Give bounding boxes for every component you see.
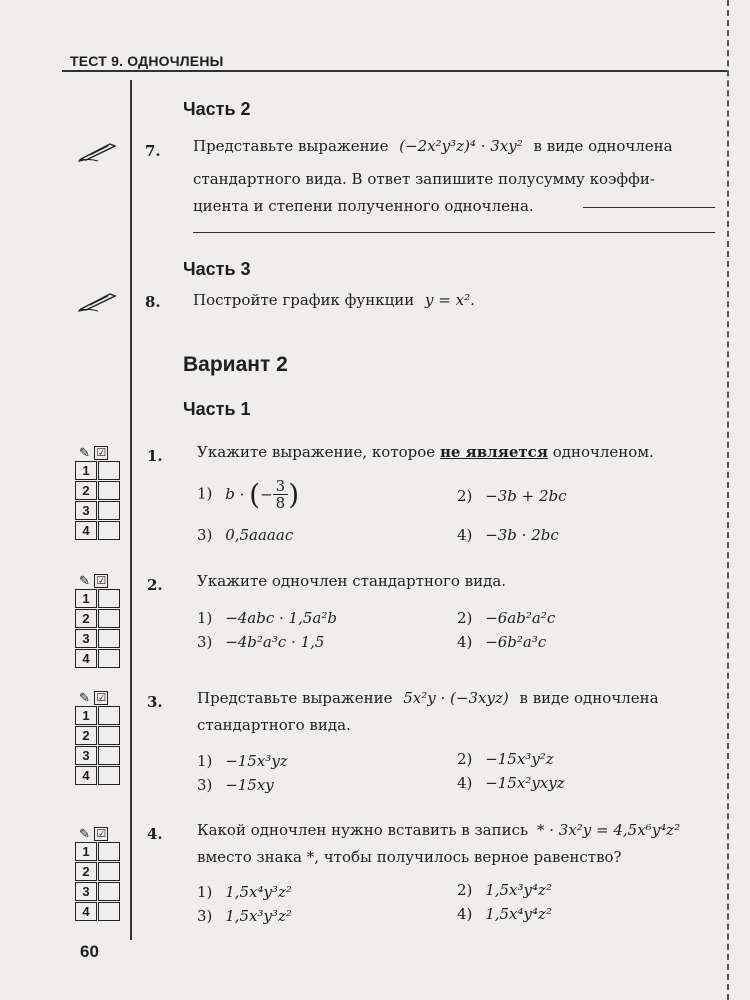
- check-header: [79, 690, 125, 706]
- question-1-tail: одночленом.: [552, 443, 654, 461]
- option-value: −15x²yxyz: [485, 774, 565, 792]
- option-value: −6ab²a²c: [485, 609, 556, 627]
- choice-label: 4: [75, 902, 97, 921]
- option-value: −3b · 2bc: [485, 526, 559, 544]
- checkmark-icon: ☑: [94, 691, 108, 705]
- option-4[interactable]: [457, 905, 552, 923]
- choice-label: 1: [75, 589, 97, 608]
- choice-label: 2: [75, 862, 97, 881]
- question-1-text: [197, 439, 654, 466]
- question-3-tail: в виде одночлена: [519, 689, 659, 707]
- answer-box[interactable]: [98, 501, 120, 520]
- answer-check-group: [75, 826, 125, 922]
- option-value: −15x³yz: [225, 752, 288, 770]
- choice-label: 3: [75, 501, 97, 520]
- option-label: 4): [457, 774, 473, 792]
- page-header-title: ТЕСТ 9. ОДНОЧЛЕНЫ: [70, 53, 224, 69]
- option-label: 2): [457, 881, 473, 899]
- question-7-line1: [193, 133, 718, 160]
- option-4[interactable]: [457, 633, 546, 651]
- option-2[interactable]: [457, 487, 567, 505]
- option-label: 4): [457, 526, 473, 544]
- part2-title: Часть 2: [183, 99, 251, 119]
- option-label: 4): [457, 905, 473, 923]
- question-3-lead: Представьте выражение: [197, 689, 393, 707]
- option-label: 1): [197, 484, 213, 503]
- choice-label: 2: [75, 481, 97, 500]
- answer-choice-row[interactable]: [75, 766, 125, 786]
- checkmark-icon: ☑: [94, 446, 108, 460]
- option-value: 1,5x³y⁴z²: [485, 881, 552, 899]
- question-number: 8.: [145, 293, 161, 311]
- option-1[interactable]: [197, 752, 288, 770]
- answer-choice-row[interactable]: [75, 862, 125, 882]
- answer-choice-row[interactable]: [75, 609, 125, 629]
- header-divider: [62, 70, 728, 72]
- option-4[interactable]: [457, 526, 559, 544]
- page-number: 60: [80, 942, 99, 961]
- option-label: 3): [197, 526, 213, 544]
- option-label: 1): [197, 609, 213, 627]
- question-3-expression: 5x²y · (−3xyz): [403, 689, 509, 707]
- answer-box[interactable]: [98, 862, 120, 881]
- fraction: [273, 478, 289, 511]
- pen-icon: ✎: [79, 446, 90, 461]
- question-number: 3.: [147, 693, 163, 711]
- question-1-lead: Укажите выражение, которое: [197, 443, 436, 461]
- answer-choice-row[interactable]: [75, 461, 125, 481]
- question-3-text: [197, 685, 722, 739]
- option-label: 1): [197, 883, 213, 901]
- answer-choice-row[interactable]: [75, 649, 125, 669]
- pen-icon: ✎: [79, 691, 90, 706]
- option-label: 2): [457, 609, 473, 627]
- option-label: 2): [457, 487, 473, 505]
- option-value: −15xy: [225, 776, 274, 794]
- question-8-text: [193, 287, 475, 314]
- choice-label: 1: [75, 706, 97, 725]
- question-number: 4.: [147, 825, 163, 843]
- option-value: −6b²a³c: [485, 633, 547, 651]
- option-value: 0,5aaaac: [225, 526, 294, 544]
- option-2[interactable]: [457, 881, 552, 899]
- option-value: 1,5x⁴y³z²: [225, 883, 292, 901]
- question-8-expression: y = x².: [425, 291, 475, 309]
- option-value: −4abc · 1,5a²b: [225, 609, 337, 627]
- option-label: 3): [197, 907, 213, 925]
- checkmark-icon: ☑: [94, 827, 108, 841]
- choice-label: 3: [75, 629, 97, 648]
- answer-line[interactable]: [583, 207, 715, 208]
- question-number: 7.: [145, 142, 161, 160]
- answer-choice-row[interactable]: [75, 746, 125, 766]
- question-number: 2.: [147, 576, 163, 594]
- option-value: 1,5x⁴y⁴z²: [485, 905, 552, 923]
- answer-box[interactable]: [98, 629, 120, 648]
- answer-choice-row[interactable]: [75, 726, 125, 746]
- option-value: 1,5x³y³z²: [225, 907, 292, 925]
- answer-box[interactable]: [98, 726, 120, 745]
- variant-title: Вариант 2: [183, 353, 288, 376]
- answer-line[interactable]: [193, 232, 715, 233]
- choice-label: 4: [75, 766, 97, 785]
- check-header: [79, 445, 125, 461]
- choice-label: 3: [75, 882, 97, 901]
- fraction-denominator: 8: [275, 494, 286, 512]
- answer-box[interactable]: [98, 609, 120, 628]
- answer-choice-row[interactable]: [75, 882, 125, 902]
- option-label: 1): [197, 752, 213, 770]
- cut-line: [727, 0, 729, 1000]
- option-3[interactable]: [197, 526, 293, 544]
- choice-label: 2: [75, 726, 97, 745]
- answer-choice-row[interactable]: [75, 629, 125, 649]
- question-4-line1: [197, 817, 725, 844]
- option-1[interactable]: [197, 883, 292, 901]
- question-3-line2: стандартного вида.: [197, 716, 351, 734]
- answer-box[interactable]: [98, 706, 120, 725]
- check-header: [79, 573, 125, 589]
- answer-choice-row[interactable]: [75, 521, 125, 541]
- pen-icon: ✎: [79, 827, 90, 842]
- choice-label: 2: [75, 609, 97, 628]
- part3-title: Часть 3: [183, 259, 251, 279]
- choice-label: 4: [75, 521, 97, 540]
- question-4-text: [197, 817, 725, 871]
- answer-choice-row[interactable]: [75, 589, 125, 609]
- answer-choice-row[interactable]: [75, 706, 125, 726]
- answer-choice-row[interactable]: [75, 842, 125, 862]
- question-number: 1.: [147, 447, 163, 465]
- option-1[interactable]: [197, 478, 299, 511]
- open-paren: (: [249, 478, 261, 511]
- pen-icon: [78, 290, 120, 312]
- question-7-tail: в виде одночлена: [533, 137, 673, 155]
- choice-label: 3: [75, 746, 97, 765]
- fraction-numerator: 3: [273, 478, 289, 495]
- answer-box[interactable]: [98, 649, 120, 668]
- answer-box[interactable]: [98, 589, 120, 608]
- option-value: −3b + 2bc: [485, 487, 567, 505]
- option-3[interactable]: [197, 907, 292, 925]
- answer-box[interactable]: [98, 746, 120, 765]
- answer-choice-row[interactable]: [75, 902, 125, 922]
- answer-choice-row[interactable]: [75, 501, 125, 521]
- close-paren: ): [288, 478, 300, 511]
- answer-box[interactable]: [98, 902, 120, 921]
- part1-title: Часть 1: [183, 399, 251, 419]
- multiply-dot: ·: [239, 485, 245, 504]
- question-3-line1: [197, 685, 722, 712]
- question-2-text: Укажите одночлен стандартного вида.: [197, 572, 507, 590]
- pen-icon: [78, 140, 120, 162]
- option-4[interactable]: [457, 774, 565, 792]
- option-3[interactable]: [197, 776, 274, 794]
- option-label: 3): [197, 776, 213, 794]
- question-7-expression: (−2x²y³z)⁴ · 3xy²: [399, 137, 523, 155]
- answer-box[interactable]: [98, 882, 120, 901]
- answer-box[interactable]: [98, 521, 120, 540]
- option-2[interactable]: [457, 609, 555, 627]
- question-7-line3: циента и степени полученного одночлена.: [193, 197, 534, 215]
- choice-label: 1: [75, 842, 97, 861]
- option-label: 2): [457, 750, 473, 768]
- choice-label: 4: [75, 649, 97, 668]
- minus-sign: −: [260, 485, 273, 504]
- answer-box[interactable]: [98, 766, 120, 785]
- option-3[interactable]: [197, 633, 324, 651]
- answer-check-group: [75, 573, 125, 669]
- answer-box[interactable]: [98, 481, 120, 500]
- check-header: [79, 826, 125, 842]
- margin-divider: [130, 80, 132, 940]
- question-1-emphasis: не является: [439, 443, 548, 461]
- answer-choice-row[interactable]: [75, 481, 125, 501]
- answer-box[interactable]: [98, 842, 120, 861]
- question-7-line2: стандартного вида. В ответ запишите полусумму коэффи-: [193, 170, 655, 188]
- checkmark-icon: ☑: [94, 574, 108, 588]
- question-4-line2: вместо знака *, чтобы получилось верное равенство?: [197, 848, 622, 866]
- option-2[interactable]: [457, 750, 554, 768]
- answer-check-group: [75, 690, 125, 786]
- answer-check-group: [75, 445, 125, 541]
- answer-box[interactable]: [98, 461, 120, 480]
- option-value: −15x³y²z: [485, 750, 554, 768]
- option-label: 3): [197, 633, 213, 651]
- question-7-lead: Представьте выражение: [193, 137, 389, 155]
- choice-label: 1: [75, 461, 97, 480]
- question-8-lead: Постройте график функции: [193, 291, 415, 309]
- option-1[interactable]: [197, 609, 337, 627]
- pen-icon: ✎: [79, 574, 90, 589]
- question-4-lead: Какой одночлен нужно вставить в запись: [197, 821, 529, 839]
- option-1-b: b: [225, 484, 235, 503]
- question-4-expression: * · 3x²y = 4,5x⁶y⁴z²: [536, 821, 681, 839]
- option-label: 4): [457, 633, 473, 651]
- option-value: −4b²a³c · 1,5: [225, 633, 325, 651]
